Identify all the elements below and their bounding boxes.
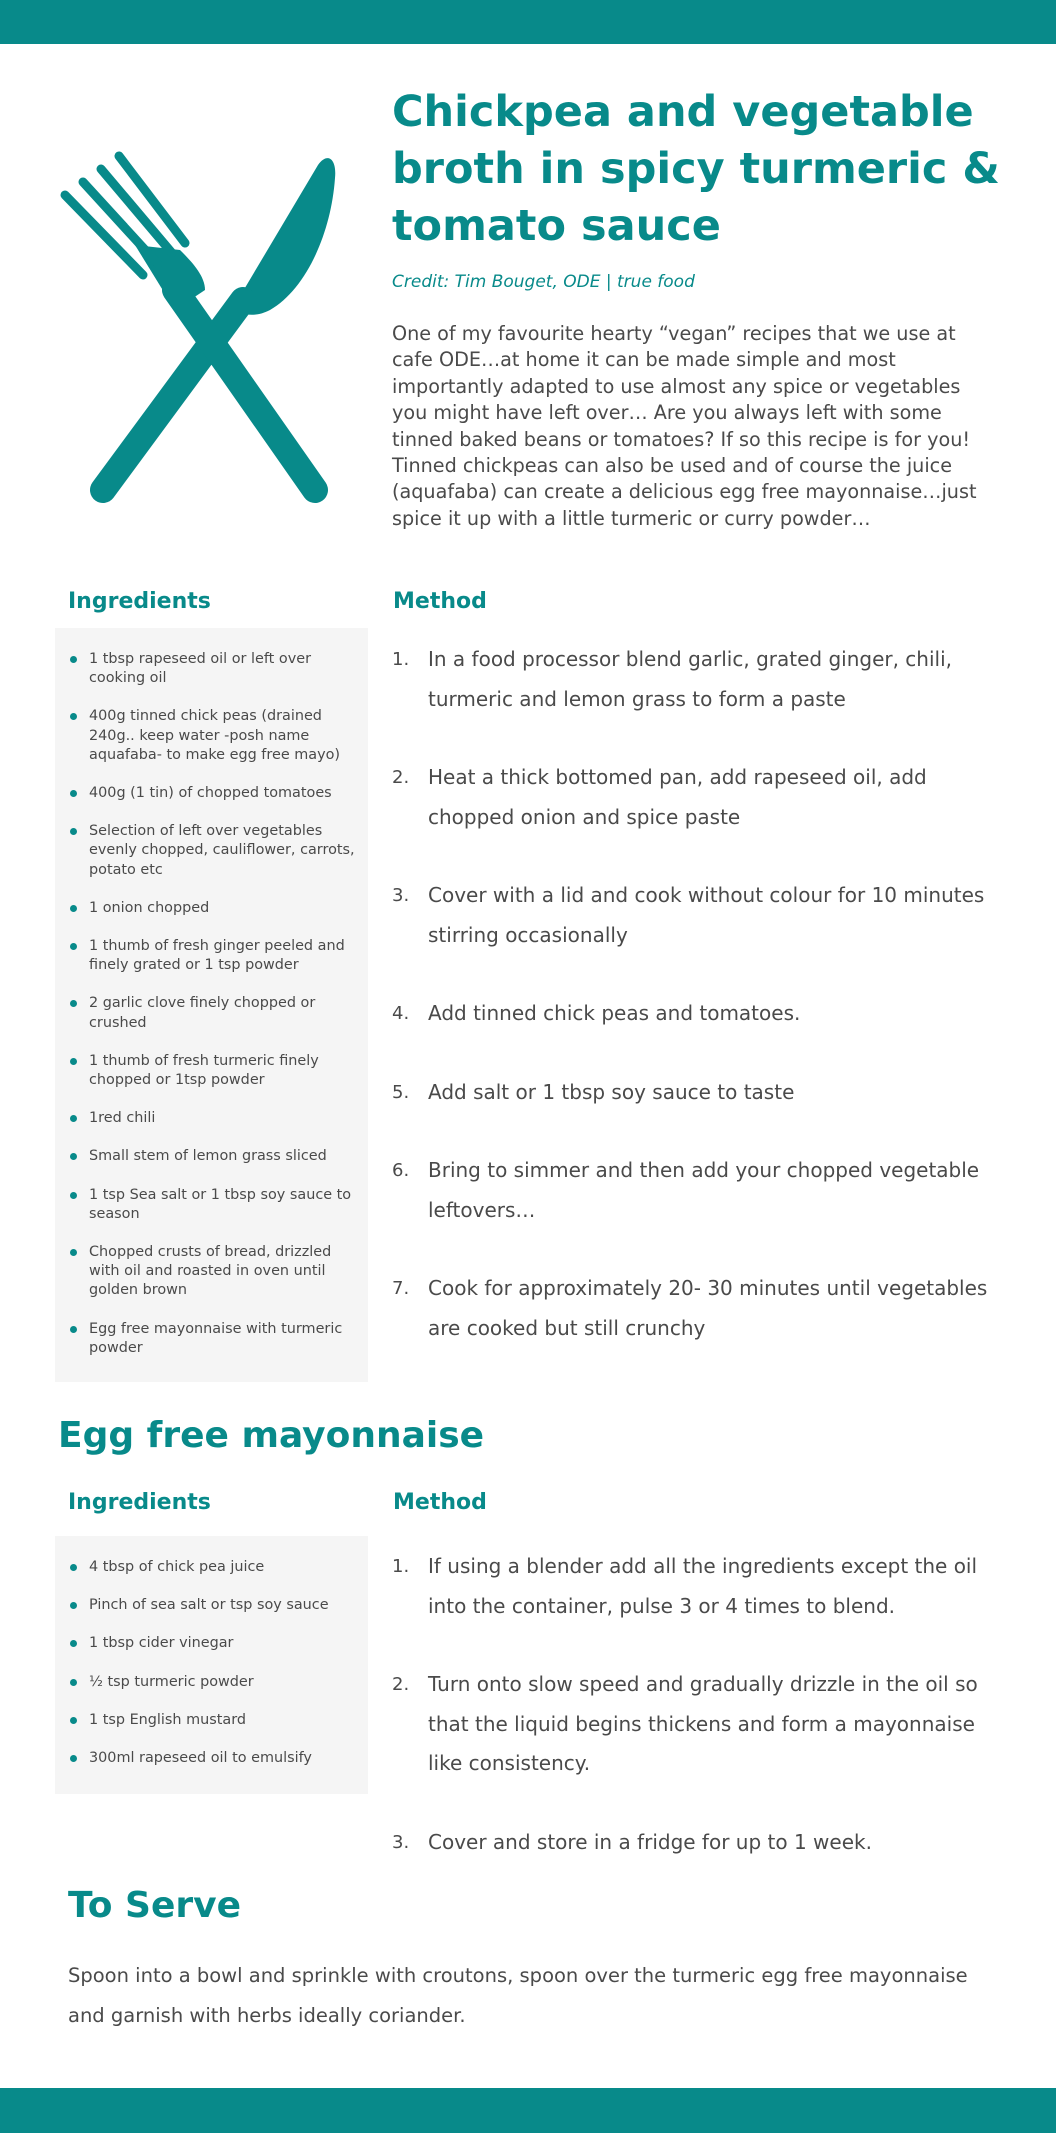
ingredient-item: Chopped crusts of bread, drizzled with oil and roasted in oven until golden brown bbox=[67, 1243, 356, 1301]
ingredient-item: 1 thumb of fresh turmeric finely chopped or 1tsp powder bbox=[67, 1052, 356, 1090]
recipe-title: Chickpea and vegetable broth in spicy turmeric & tomato sauce bbox=[392, 87, 1000, 251]
step-text: Turn onto slow speed and gradually drizzle in the oil so that the liquid begins thickens and form a mayonnaise like consistency. bbox=[428, 1672, 978, 1775]
recipe-intro: One of my favourite hearty “vegan” recipes that we use at cafe ODE…at home it can be made simple and most importantly adapted to use almost any spice or vegetables you might have left over… Are you always left with some tinned baked beans or tomatoes? If so this recipe is for you! Tinned chickpeas can also be used and of course the juice (aquafaba) can create a delicious egg free mayonnaise…just spice it up with a little turmeric or curry powder… bbox=[392, 322, 977, 530]
method-step bbox=[392, 758, 992, 837]
step-number: 7. bbox=[392, 1278, 410, 1299]
ingredient-item: 400g (1 tin) of chopped tomatoes bbox=[67, 784, 356, 803]
ingredient-item: 1 tbsp cider vinegar bbox=[67, 1634, 356, 1653]
ingredient-item: 1 thumb of fresh ginger peeled and finely grated or 1 tsp powder bbox=[67, 937, 356, 975]
step-number: 5. bbox=[392, 1081, 410, 1103]
method-step bbox=[392, 1547, 992, 1626]
step-text: Add salt or 1 tbsp soy sauce to taste bbox=[428, 1079, 795, 1104]
broth-method-heading: Method bbox=[393, 589, 487, 614]
step-text: If using a blender add all the ingredients except the oil into the container, pulse 3 or 4 times to blend. bbox=[428, 1554, 978, 1618]
top-bar bbox=[0, 0, 1056, 44]
ingredient-item: Egg free mayonnaise with turmeric powder bbox=[67, 1320, 356, 1358]
step-number: 4. bbox=[392, 1003, 410, 1024]
ingredient-item: Small stem of lemon grass sliced bbox=[67, 1147, 356, 1166]
broth-method-list bbox=[392, 640, 992, 1387]
broth-ingredients-heading: Ingredients bbox=[68, 589, 211, 614]
ingredient-item: ½ tsp turmeric powder bbox=[67, 1673, 356, 1692]
step-number: 1. bbox=[392, 1556, 410, 1577]
ingredient-item: 1red chili bbox=[67, 1109, 356, 1128]
step-text: Cover and store in a fridge for up to 1 week. bbox=[428, 1829, 872, 1854]
recipe-credit: Credit: Tim Bouget, ODE | true food bbox=[392, 272, 695, 292]
ingredient-item: Pinch of sea salt or tsp soy sauce bbox=[67, 1596, 356, 1615]
method-step bbox=[392, 1073, 992, 1113]
step-number: 3. bbox=[392, 1831, 410, 1853]
mayo-ingredients-list bbox=[55, 1536, 368, 1794]
ingredient-item: 1 tsp Sea salt or 1 tbsp soy sauce to season bbox=[67, 1186, 356, 1224]
ingredient-item: 1 tsp English mustard bbox=[67, 1711, 356, 1730]
step-number: 2. bbox=[392, 767, 410, 788]
step-number: 1. bbox=[392, 649, 410, 670]
step-text: Bring to simmer and then add your chopped vegetable leftovers… bbox=[428, 1158, 980, 1222]
method-step bbox=[392, 1151, 992, 1230]
step-text: Cook for approximately 20- 30 minutes until vegetables are cooked but still crunchy bbox=[428, 1276, 988, 1340]
ingredient-item: 300ml rapeseed oil to emulsify bbox=[67, 1749, 356, 1768]
mayo-method-list bbox=[392, 1547, 992, 1901]
method-step bbox=[392, 1823, 992, 1863]
ingredient-item: 1 tbsp rapeseed oil or left over cooking oil bbox=[67, 650, 356, 688]
bottom-bar bbox=[0, 2088, 1056, 2133]
mayo-ingredients-heading: Ingredients bbox=[68, 1490, 211, 1515]
mayo-method-heading: Method bbox=[393, 1490, 487, 1515]
ingredient-item: Selection of left over vegetables evenly chopped, cauliflower, carrots, potato etc bbox=[67, 822, 356, 880]
ingredient-item: 400g tinned chick peas (drained 240g.. keep water -posh name aquafaba- to make egg free mayo) bbox=[67, 707, 356, 765]
method-step bbox=[392, 1269, 992, 1348]
step-text: Add tinned chick peas and tomatoes. bbox=[428, 1001, 801, 1025]
method-step bbox=[392, 876, 992, 955]
method-step bbox=[392, 994, 992, 1034]
step-text: In a food processor blend garlic, grated ginger, chili, turmeric and lemon grass to form a paste bbox=[428, 647, 953, 711]
ingredient-item: 4 tbsp of chick pea juice bbox=[67, 1558, 356, 1577]
method-step bbox=[392, 1665, 992, 1784]
step-text: Heat a thick bottomed pan, add rapeseed oil, add chopped onion and spice paste bbox=[428, 765, 927, 829]
ingredient-item: 1 onion chopped bbox=[67, 899, 356, 918]
step-number: 2. bbox=[392, 1674, 410, 1695]
broth-ingredients-list bbox=[55, 628, 368, 1382]
fork-and-knife-icon bbox=[55, 140, 345, 510]
serve-heading: To Serve bbox=[68, 1885, 242, 1926]
step-number: 3. bbox=[392, 885, 410, 906]
method-step bbox=[392, 640, 992, 719]
step-number: 6. bbox=[392, 1160, 410, 1181]
ingredient-item: 2 garlic clove finely chopped or crushed bbox=[67, 994, 356, 1032]
serve-text: Spoon into a bowl and sprinkle with croutons, spoon over the turmeric egg free mayonnaise and garnish with herbs ideally coriander. bbox=[68, 1964, 968, 2027]
mayo-heading: Egg free mayonnaise bbox=[58, 1415, 485, 1456]
step-text: Cover with a lid and cook without colour for 10 minutes stirring occasionally bbox=[428, 883, 985, 947]
